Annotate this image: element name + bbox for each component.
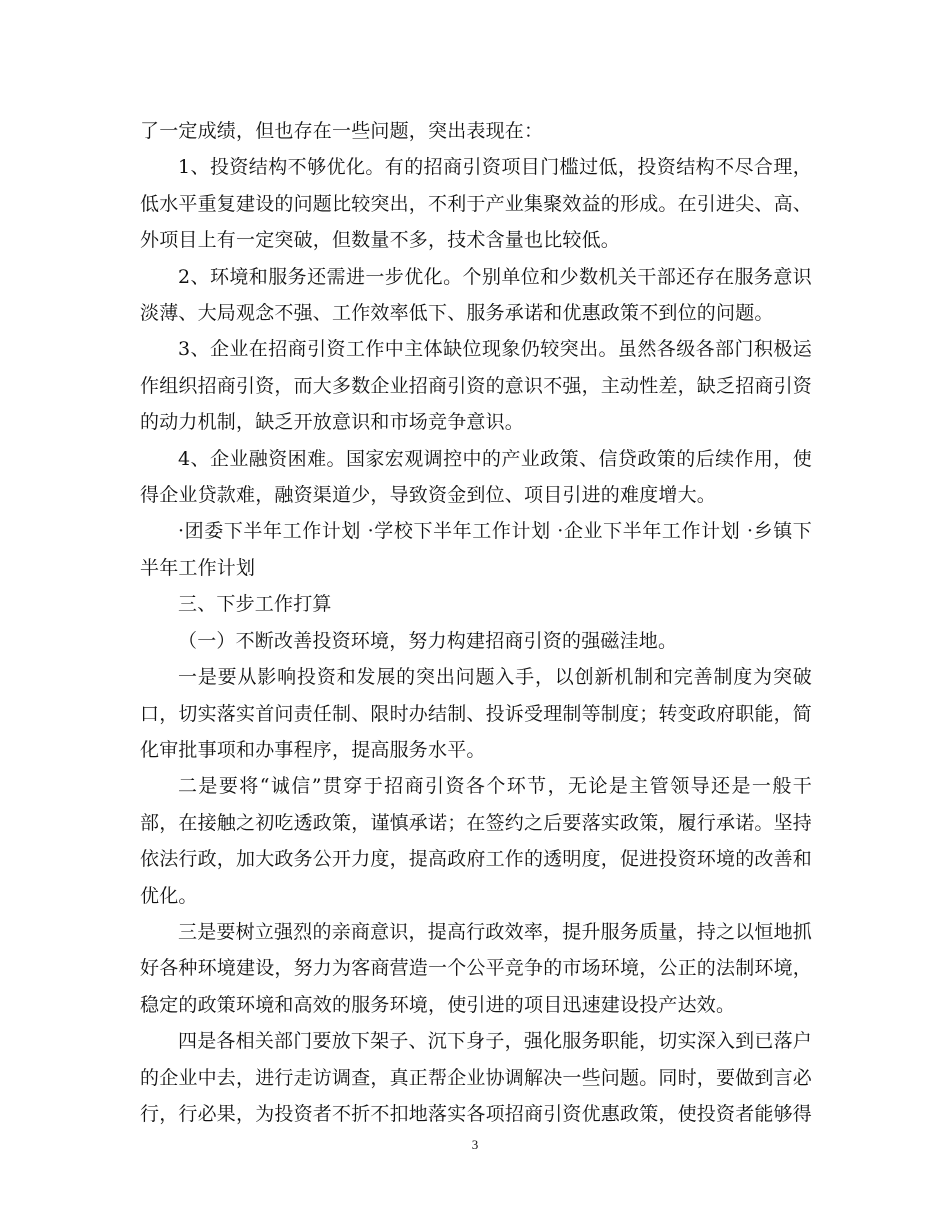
paragraph-point-four: 四是各相关部门要放下架子、沉下身子，强化服务职能，切实深入到已落户的企业中去，进行走访调查，真正帮企业协调解决一些问题。同时，要做到言必行，行必果，为投资者不折不扣地落实各项招商引资优惠政策，使投资者能够得 [140,1030,813,1125]
paragraph-point-one: 一是要从影响投资和发展的突出问题入手，以创新机制和完善制度为突破口，切实落实首问责任制、限时办结制、投诉受理制等制度；转变政府职能，简化审批事项和办事程序，提高服务水平。 [140,666,813,761]
section-heading-next-steps: 三、下步工作打算 [178,593,332,616]
document-body [140,113,812,1132]
paragraph-investment-structure: 1、投资结构不够优化。有的招商引资项目门槛过低，投资结构不尽合理，低水平重复建设的问题比较突出，不利于产业集聚效益的形成。在引进尖、高、外项目上有一定突破，但数量不多，技术含量也比较低。 [140,156,813,252]
paragraph-environment-service: 2、环境和服务还需进一步优化。个别单位和少数机关干部还存在服务意识淡薄、大局观念不强、工作效率低下、服务承诺和优惠政策不到位的问题。 [140,265,812,325]
paragraph-enterprise-role: 3、企业在招商引资工作中主体缺位现象仍较突出。虽然各级各部门积极运作组织招商引资，而大多数企业招商引资的意识不强，主动性差，缺乏招商引资的动力机制，缺乏开放意识和市场竞争意识。 [140,338,813,434]
page-number: 3 [471,1137,479,1152]
paragraph-continuation: 了一定成绩，但也存在一些问题，突出表现在： [140,120,544,142]
subsection-heading-environment: （一）不断改善投资环境，努力构建招商引资的强磁洼地。 [178,629,678,652]
paragraph-financing: 4、企业融资困难。国家宏观调控中的产业政策、信贷政策的后续作用，使得企业贷款难，融资渠道少，导致资金到位、项目引进的难度增大。 [140,447,812,507]
paragraph-point-three: 三是要树立强烈的亲商意识，提高行政效率，提升服务质量，持之以恒地抓好各种环境建设，努力为客商营造一个公平竞争的市场环境，公正的法制环境，稳定的政策环境和高效的服务环境，使引进的项目迅速建设投产达效。 [140,920,813,1016]
related-links-line: ·团委下半年工作计划 ·学校下半年工作计划 ·企业下半年工作计划 ·乡镇下半年工作计划 [140,520,812,579]
paragraph-point-two: 二是要将“诚信”贯穿于招商引资各个环节，无论是主管领导还是一般干部，在接触之初吃透政策，谨慎承诺；在签约之后要落实政策，履行承诺。坚持依法行政，加大政务公开力度，提高政府工作的透明度，促进投资环境的改善和优化。 [140,775,813,907]
